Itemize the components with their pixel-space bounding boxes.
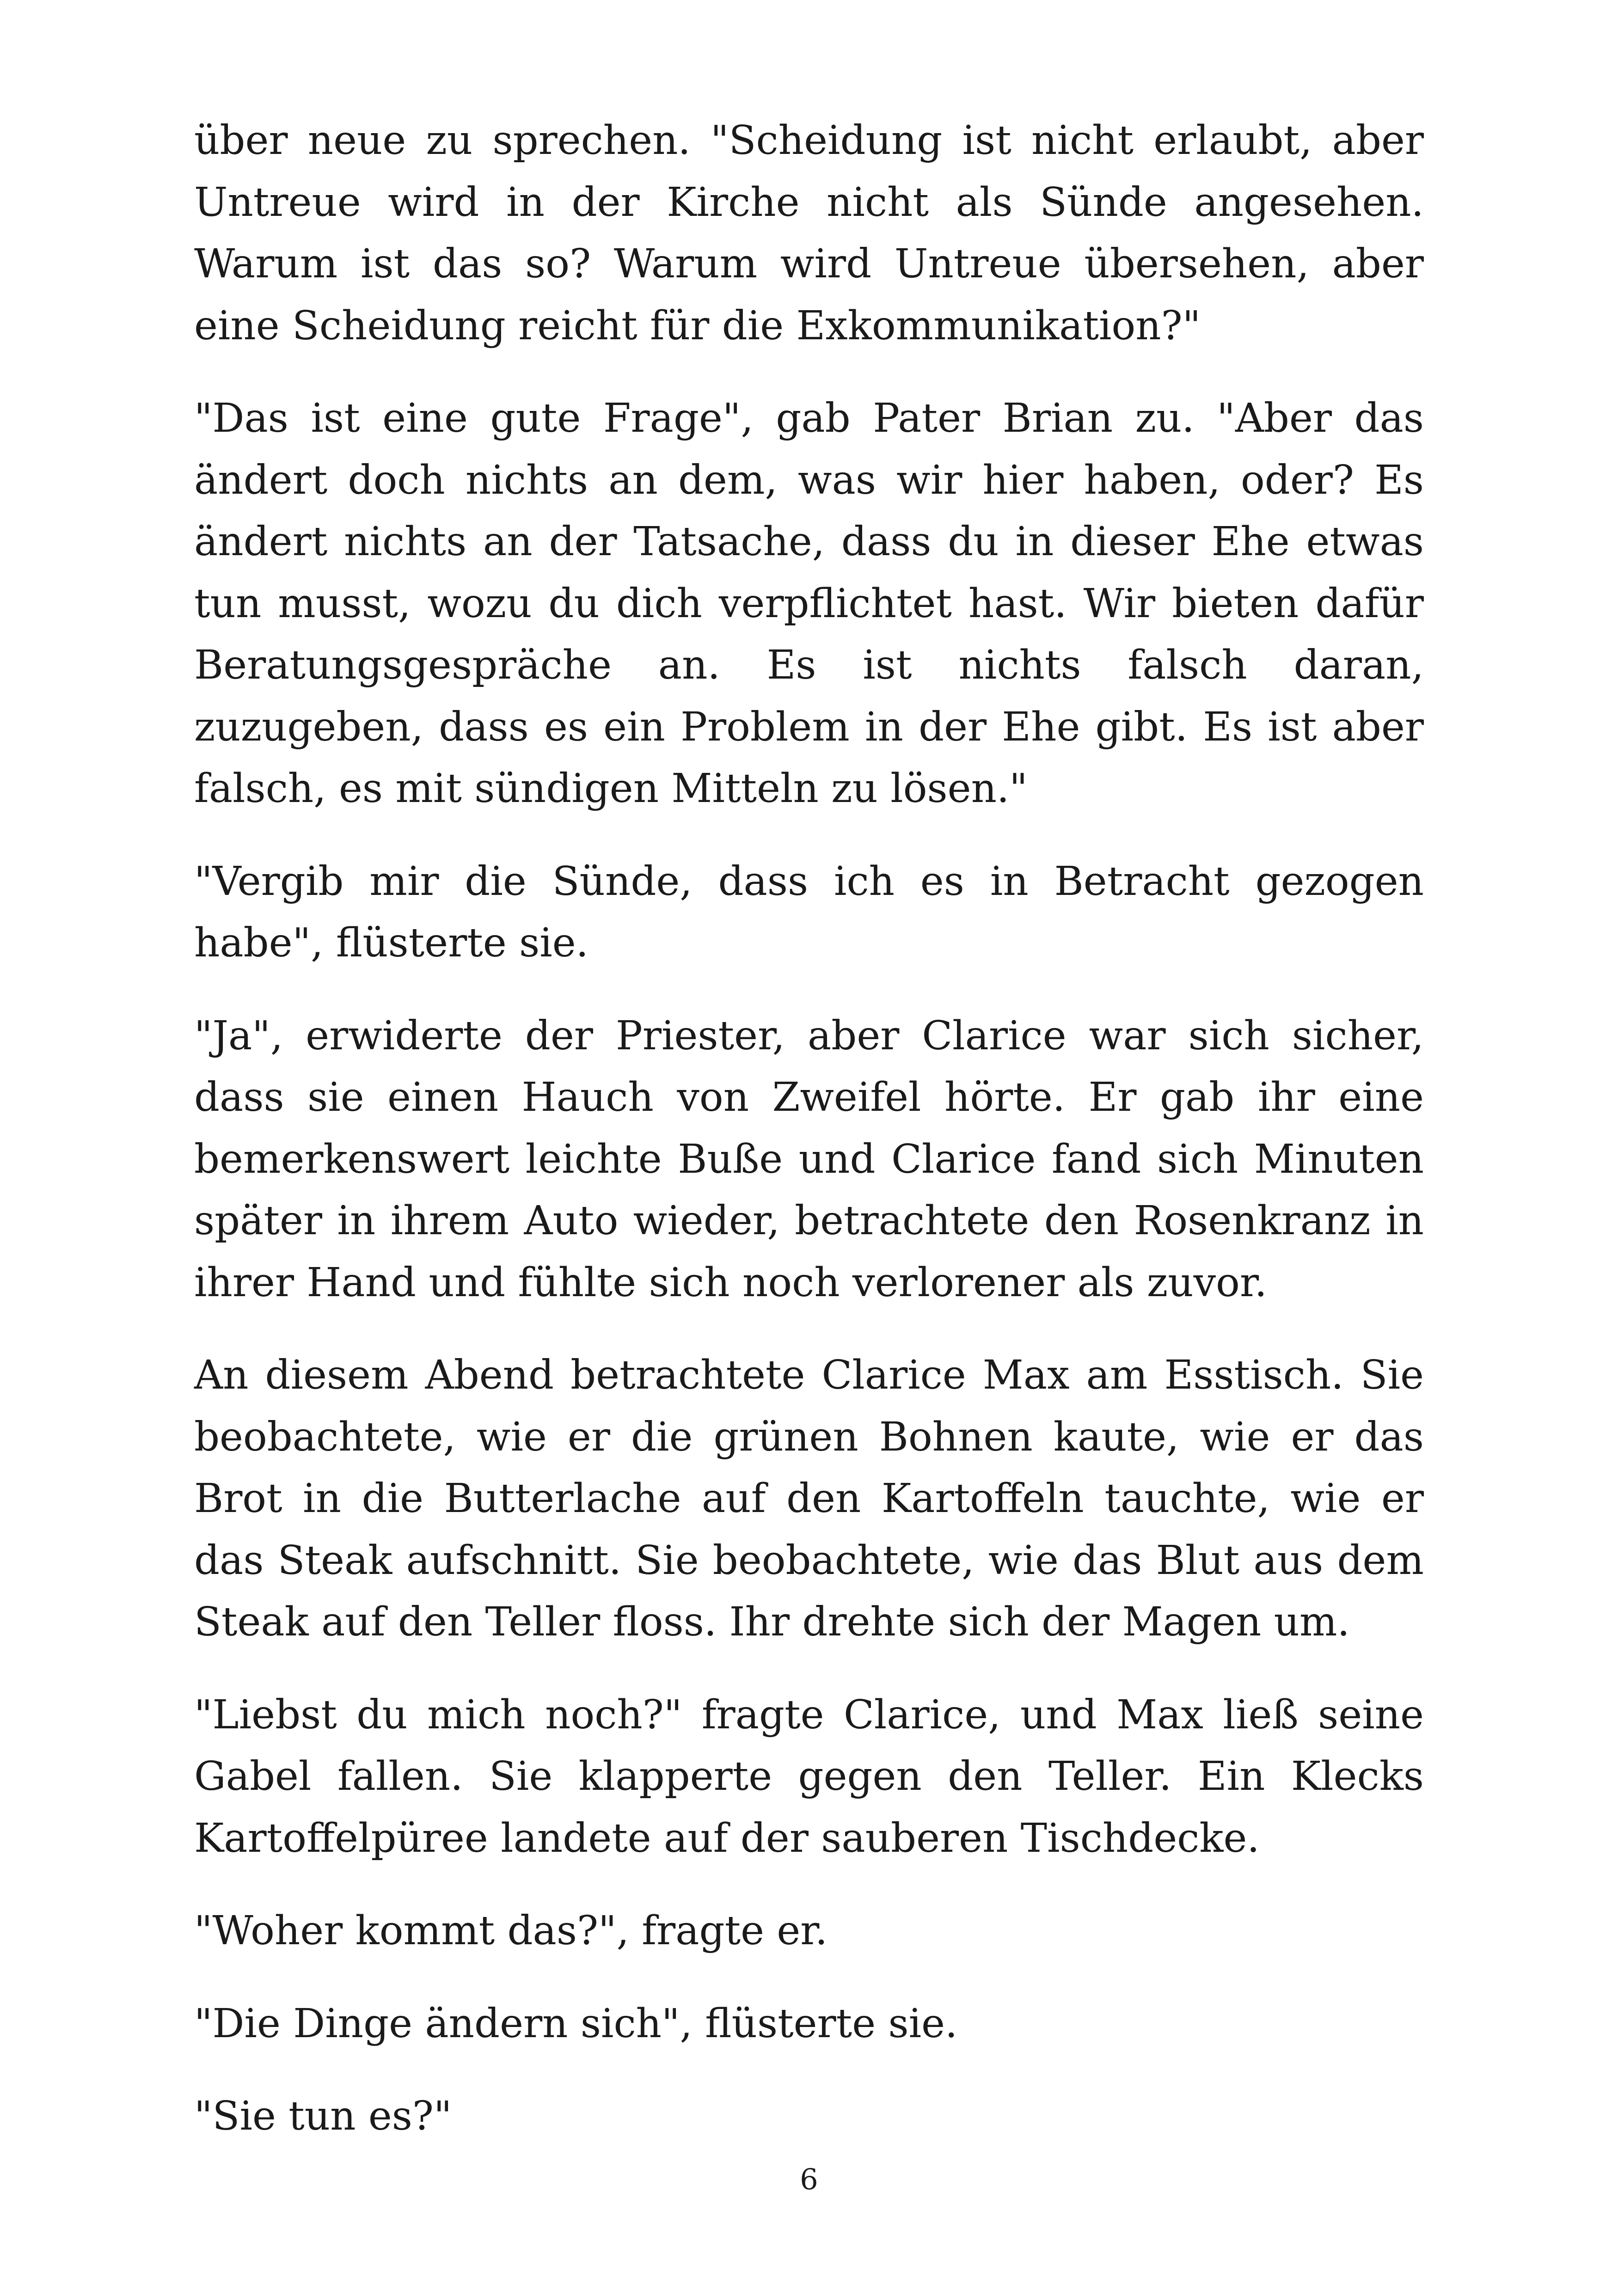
paragraph: "Woher kommt das?", fragte er. xyxy=(194,1908,828,1954)
paragraph: "Die Dinge ändern sich", flüsterte sie. xyxy=(194,2000,958,2047)
paragraph: "Sie tun es?" xyxy=(194,2093,452,2139)
paragraph: "Vergib mir die Sünde, dass ich es in Betracht gezogen habe", flüsterte sie. xyxy=(194,858,1424,966)
paragraph: "Liebst du mich noch?" fragte Clarice, und Max ließ seine Gabel fallen. Sie klapperte gegen den Teller. Ein Klecks Kartoffelpüree landete auf der sauberen Tischdecke. xyxy=(194,1691,1424,1861)
paragraph: "Ja", erwiderte der Priester, aber Clarice war sich sicher, dass sie einen Hauch von Zweifel hörte. Er gab ihr eine bemerkenswert leichte Buße und Clarice fand sich Minuten später in ihrem Auto wieder, betrachtete den Rosenkranz in ihrer Hand und fühlte sich noch verlorener als zuvor. xyxy=(194,1012,1424,1306)
paragraph: über neue zu sprechen. "Scheidung ist nicht erlaubt, aber Untreue wird in der Kirche nicht als Sünde angesehen. Warum ist das so? Warum wird Untreue übersehen, aber eine Scheidung reicht für die Exkommunikation?" xyxy=(194,117,1424,349)
body-text xyxy=(194,110,1424,2179)
paragraph: An diesem Abend betrachtete Clarice Max am Esstisch. Sie beobachtete, wie er die grünen Bohnen kaute, wie er das Brot in die Butterlache auf den Kartoffeln tauchte, wie er das Steak aufschnitt. Sie beobachtete, wie das Blut aus dem Steak auf den Teller floss. Ihr drehte sich der Magen um. xyxy=(194,1352,1424,1645)
paragraph: "Das ist eine gute Frage", gab Pater Brian zu. "Aber das ändert doch nichts an dem, was wir hier haben, oder? Es ändert nichts an der Tatsache, dass du in dieser Ehe etwas tun musst, wozu du dich verpflichtet hast. Wir bieten dafür Beratungsgespräche an. Es ist nichts falsch daran, zuzugeben, dass es ein Problem in der Ehe gibt. Es ist aber falsch, es mit sündigen Mitteln zu lösen." xyxy=(194,395,1424,812)
page-number: 6 xyxy=(800,2162,818,2196)
